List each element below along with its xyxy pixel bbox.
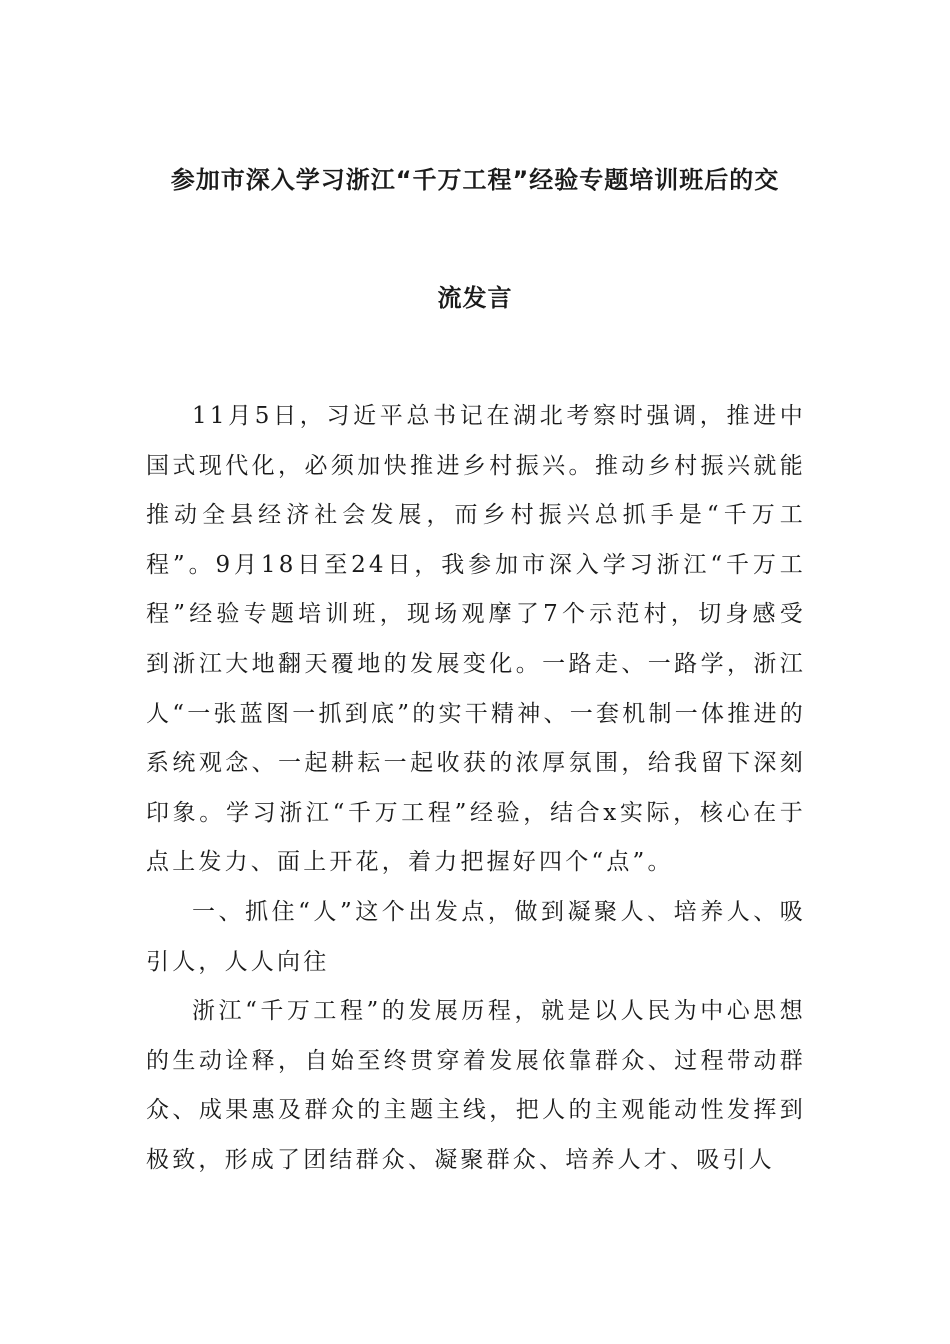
- document-title-line-1: 参加市深入学习浙江“千万工程”经验专题培训班后的交: [170, 166, 780, 194]
- section-heading-1: 一、抓住“人”这个出发点，做到凝聚人、培养人、吸引人，人人向往: [146, 898, 806, 975]
- paragraph-intro: 11月5日，习近平总书记在湖北考察时强调，推进中国式现代化，必须加快推进乡村振兴。推动乡村振兴就能推动全县经济社会发展，而乡村振兴总抓手是“千万工程”。9月18日至24日，我参加市深入学习浙江“千万工程”经验专题培训班，现场观摩了7个示范村，切身感受到浙江大地翻天覆地的发展变化。一路走、一路学，浙江人“一张蓝图一抓到底”的实干精神、一套机制一体推进的系统观念、一起耕耘一起收获的浓厚氛围，给我留下深刻印象。学习浙江“千万工程”经验，结合x实际，核心在于点上发力、面上开花，着力把握好四个“点”。: [146, 403, 806, 876]
- paragraph-section-1: 浙江“千万工程”的发展历程，就是以人民为中心思想的生动诠释，自始至终贯穿着发展依靠群众、过程带动群众、成果惠及群众的主题主线，把人的主观能动性发挥到极致，形成了团结群众、凝聚群众、培养人才、吸引人: [146, 998, 806, 1173]
- document-body: [146, 392, 806, 1186]
- document-title-line-2: 流发言: [437, 284, 513, 312]
